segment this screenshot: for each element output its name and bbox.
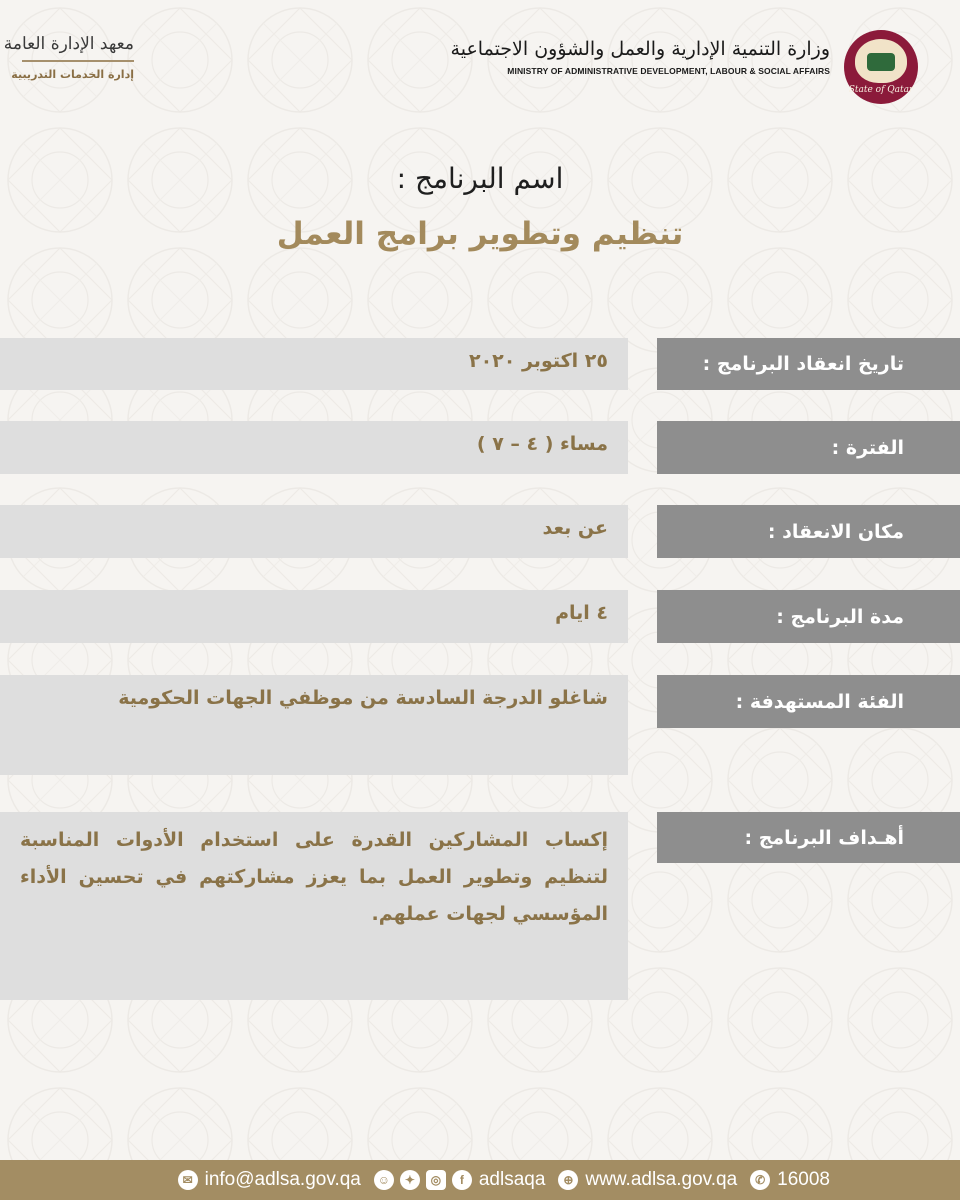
phone-icon: ✆: [750, 1170, 770, 1190]
twitter-icon[interactable]: ✦: [400, 1170, 420, 1190]
institute-department: إدارة الخدمات التدريبية: [11, 68, 134, 81]
globe-icon: ⊕: [558, 1170, 578, 1190]
footer-phone[interactable]: 16008: [777, 1169, 830, 1190]
ministry-logo: [450, 38, 830, 76]
state-of-qatar-emblem: [844, 30, 918, 104]
ministry-name-en: MINISTRY OF ADMINISTRATIVE DEVELOPMENT, LABOUR & SOCIAL AFFAIRS: [507, 66, 830, 76]
instagram-icon[interactable]: ◎: [426, 1170, 446, 1190]
snapchat-icon[interactable]: ☺: [374, 1170, 394, 1190]
institute-logo: [3, 34, 134, 81]
label-target-group: الفئة المستهدفة :: [657, 675, 960, 728]
facebook-icon[interactable]: f: [452, 1170, 472, 1190]
value-program-goals: إكساب المشاركين القدرة على استخدام الأدوات المناسبة لتنظيم وتطوير العمل بما يعزز مشاركتهم في تحسين الأداء المؤسسي لجهات عملهم.: [0, 812, 628, 1000]
email-icon: ✉: [178, 1170, 198, 1190]
footer-social-handle[interactable]: adlsaqa: [478, 1169, 546, 1190]
label-period: الفترة :: [657, 421, 960, 474]
emblem-icon: [855, 39, 907, 83]
label-program-date: تاريخ انعقاد البرنامج :: [657, 338, 960, 390]
footer-website[interactable]: www.adlsa.gov.qa: [585, 1169, 738, 1190]
value-period: مساء ( ٤ – ٧ ): [0, 421, 628, 474]
label-program-goals: أهـداف البرنامج :: [657, 812, 960, 863]
program-name-label: اسم البرنامج :: [396, 162, 564, 195]
program-name-value: تنظيم وتطوير برامج العمل: [276, 216, 684, 252]
footer-email[interactable]: info@adlsa.gov.qa: [204, 1169, 361, 1190]
value-duration: ٤ ايام: [0, 590, 628, 643]
ministry-name-ar: وزارة التنمية الإدارية والعمل والشؤون الاجتماعية: [450, 38, 830, 60]
institute-divider: [22, 60, 134, 62]
emblem-text: State of Qatar: [848, 85, 914, 95]
label-venue: مكان الانعقاد :: [657, 505, 960, 558]
value-program-date: ٢٥ اكتوبر ٢٠٢٠: [0, 338, 628, 390]
label-duration: مدة البرنامج :: [657, 590, 960, 643]
value-venue: عن بعد: [0, 505, 628, 558]
value-target-group: شاغلو الدرجة السادسة من موظفي الجهات الحكومية: [0, 675, 628, 775]
footer-bar: [0, 1160, 960, 1200]
institute-name: معهد الإدارة العامة: [3, 34, 134, 54]
